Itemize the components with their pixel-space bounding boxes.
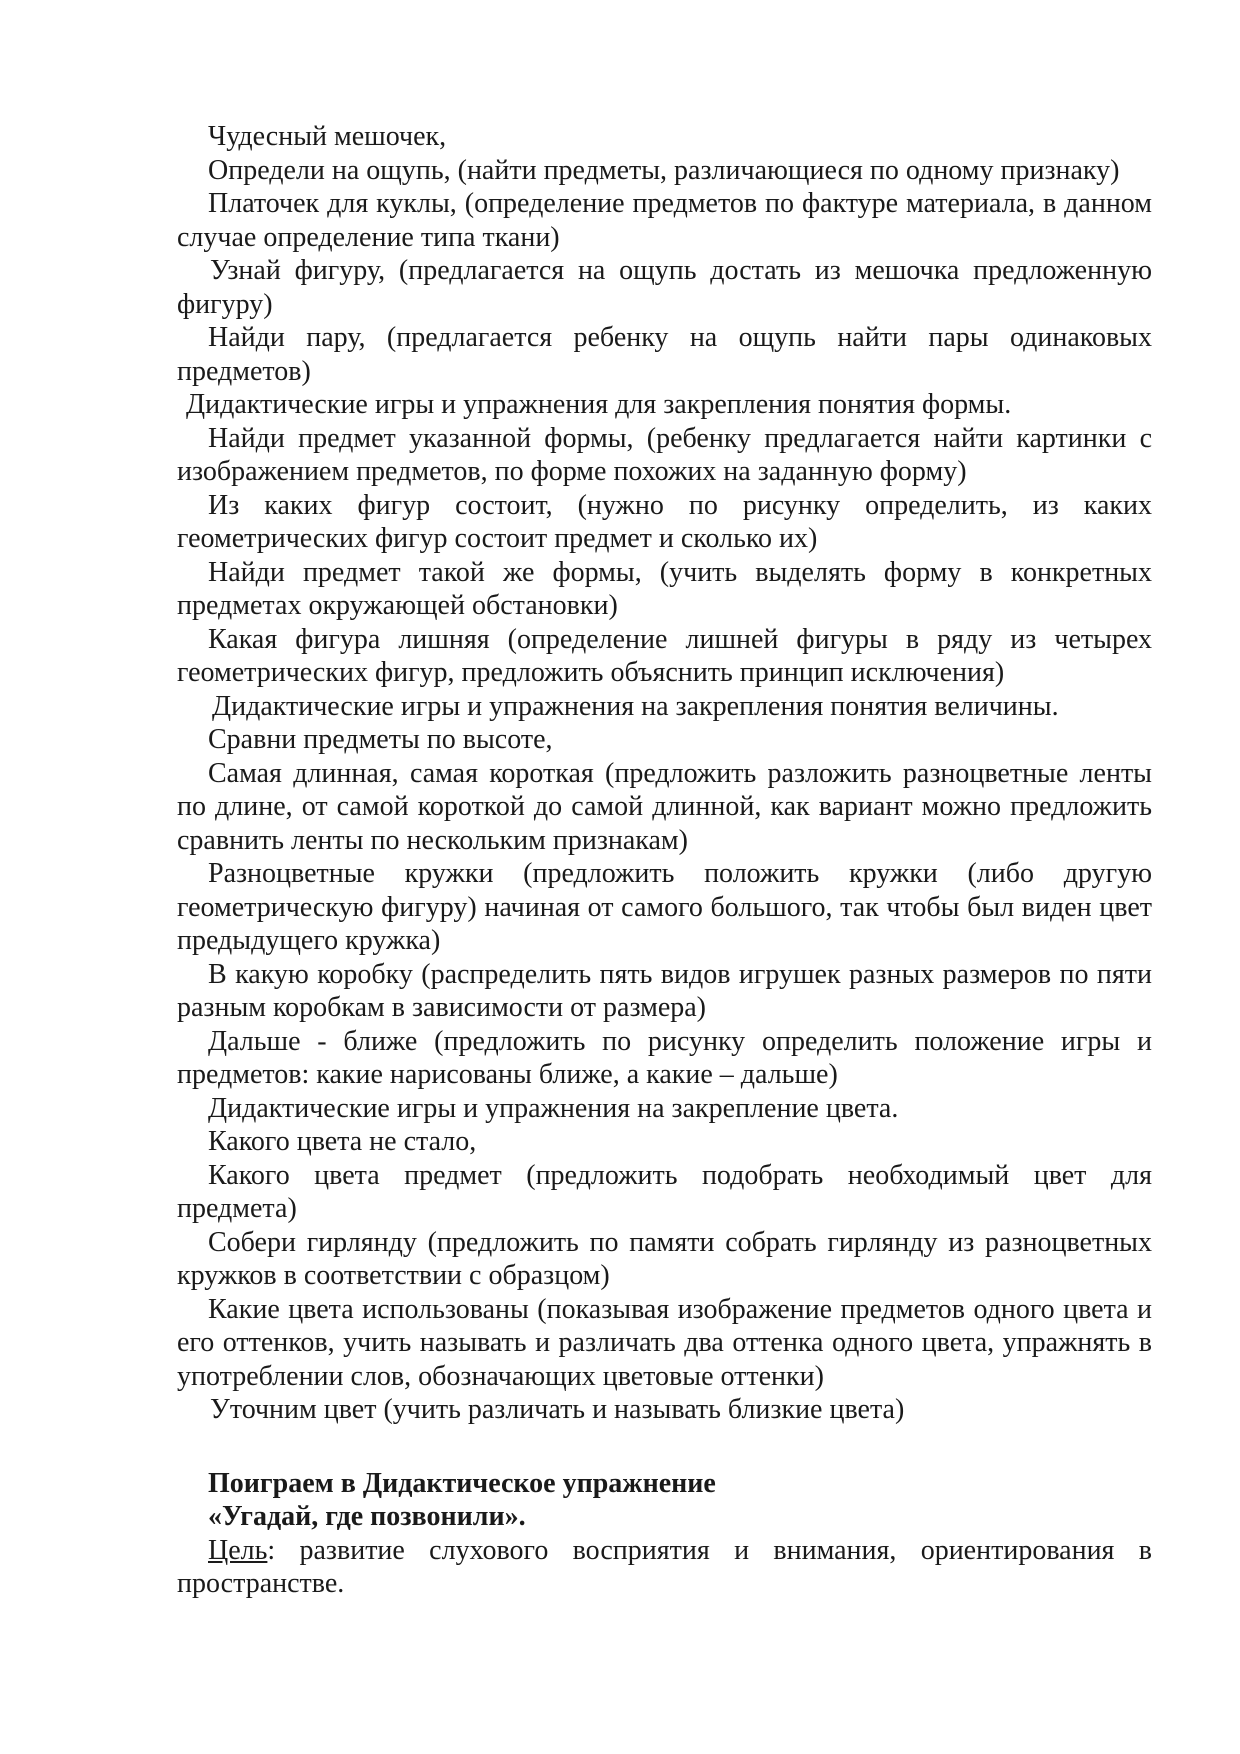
- paragraph: Собери гирлянду (предложить по памяти собрать гирлянду из разноцветных кружков в соответствии с образцом): [177, 1226, 1152, 1291]
- paragraph: Самая длинная, самая короткая (предложить разложить разноцветные ленты по длине, от самой короткой до самой длинной, как вариант можно предложить сравнить ленты по нескольким признакам): [177, 757, 1152, 856]
- paragraph: Какая фигура лишняя (определение лишней фигуры в ряду из четырех геометрических фигур, предложить объяснить принцип исключения): [177, 623, 1152, 688]
- paragraph: Сравни предметы по высоте,: [208, 724, 553, 755]
- paragraph: Чудесный мешочек,: [208, 121, 447, 152]
- goal-text: : развитие слухового восприятия и внимания, ориентирования в пространстве.: [177, 1534, 1152, 1599]
- paragraph: Из каких фигур состоит, (нужно по рисунку определить, из каких геометрических фигур состоит предмет и сколько их): [177, 489, 1152, 554]
- exercise-name: «Угадай, где позвонили».: [208, 1501, 526, 1532]
- paragraph: Какие цвета использованы (показывая изображение предметов одного цвета и его оттенков, учить называть и различать два оттенка одного цвета, упражнять в употреблении слов, обозначающих цветовые оттенки): [177, 1293, 1152, 1392]
- paragraph: Платочек для куклы, (определение предметов по фактуре материала, в данном случае определение типа ткани): [177, 188, 1152, 253]
- goal-paragraph: [177, 1534, 1152, 1601]
- paragraph: Какого цвета не стало,: [208, 1126, 477, 1157]
- section-heading: Дидактические игры и упражнения на закрепления понятия величины.: [212, 690, 1059, 722]
- paragraph: В какую коробку (распределить пять видов игрушек разных размеров по пяти разным коробкам в зависимости от размера): [177, 958, 1152, 1023]
- paragraph: Узнай фигуру, (предлагается на ощупь достать из мешочка предложенную фигуру): [177, 255, 1152, 320]
- paragraph: Найди предмет такой же формы, (учить выделять форму в конкретных предметах окружающей обстановки): [177, 556, 1152, 621]
- exercise-title: Поиграем в Дидактическое упражнение: [208, 1467, 716, 1499]
- section-heading: Дидактические игры и упражнения для закрепления понятия формы.: [186, 389, 1012, 420]
- paragraph: Какого цвета предмет (предложить подобрать необходимый цвет для предмета): [177, 1159, 1152, 1224]
- paragraph: Уточним цвет (учить различать и называть близкие цвета): [210, 1394, 905, 1425]
- section-heading: Дидактические игры и упражнения на закрепление цвета.: [208, 1092, 899, 1124]
- paragraph: Дальше - ближе (предложить по рисунку определить положение игры и предметов: какие нарисованы ближе, а какие – дальше): [177, 1025, 1152, 1090]
- goal-label: Цель: [208, 1534, 268, 1566]
- paragraph: Определи на ощупь, (найти предметы, различающиеся по одному признаку): [208, 154, 1120, 186]
- document-page: [177, 120, 1152, 1601]
- paragraph: Разноцветные кружки (предложить положить кружки (либо другую геометрическую фигуру) начиная от самого большого, так чтобы был виден цвет предыдущего кружка): [177, 858, 1152, 956]
- spacer: [177, 1427, 1152, 1467]
- paragraph: Найди пару, (предлагается ребенку на ощупь найти пары одинаковых предметов): [177, 322, 1152, 387]
- paragraph: Найди предмет указанной формы, (ребенку предлагается найти картинки с изображением предметов, по форме похожих на заданную форму): [177, 422, 1152, 487]
